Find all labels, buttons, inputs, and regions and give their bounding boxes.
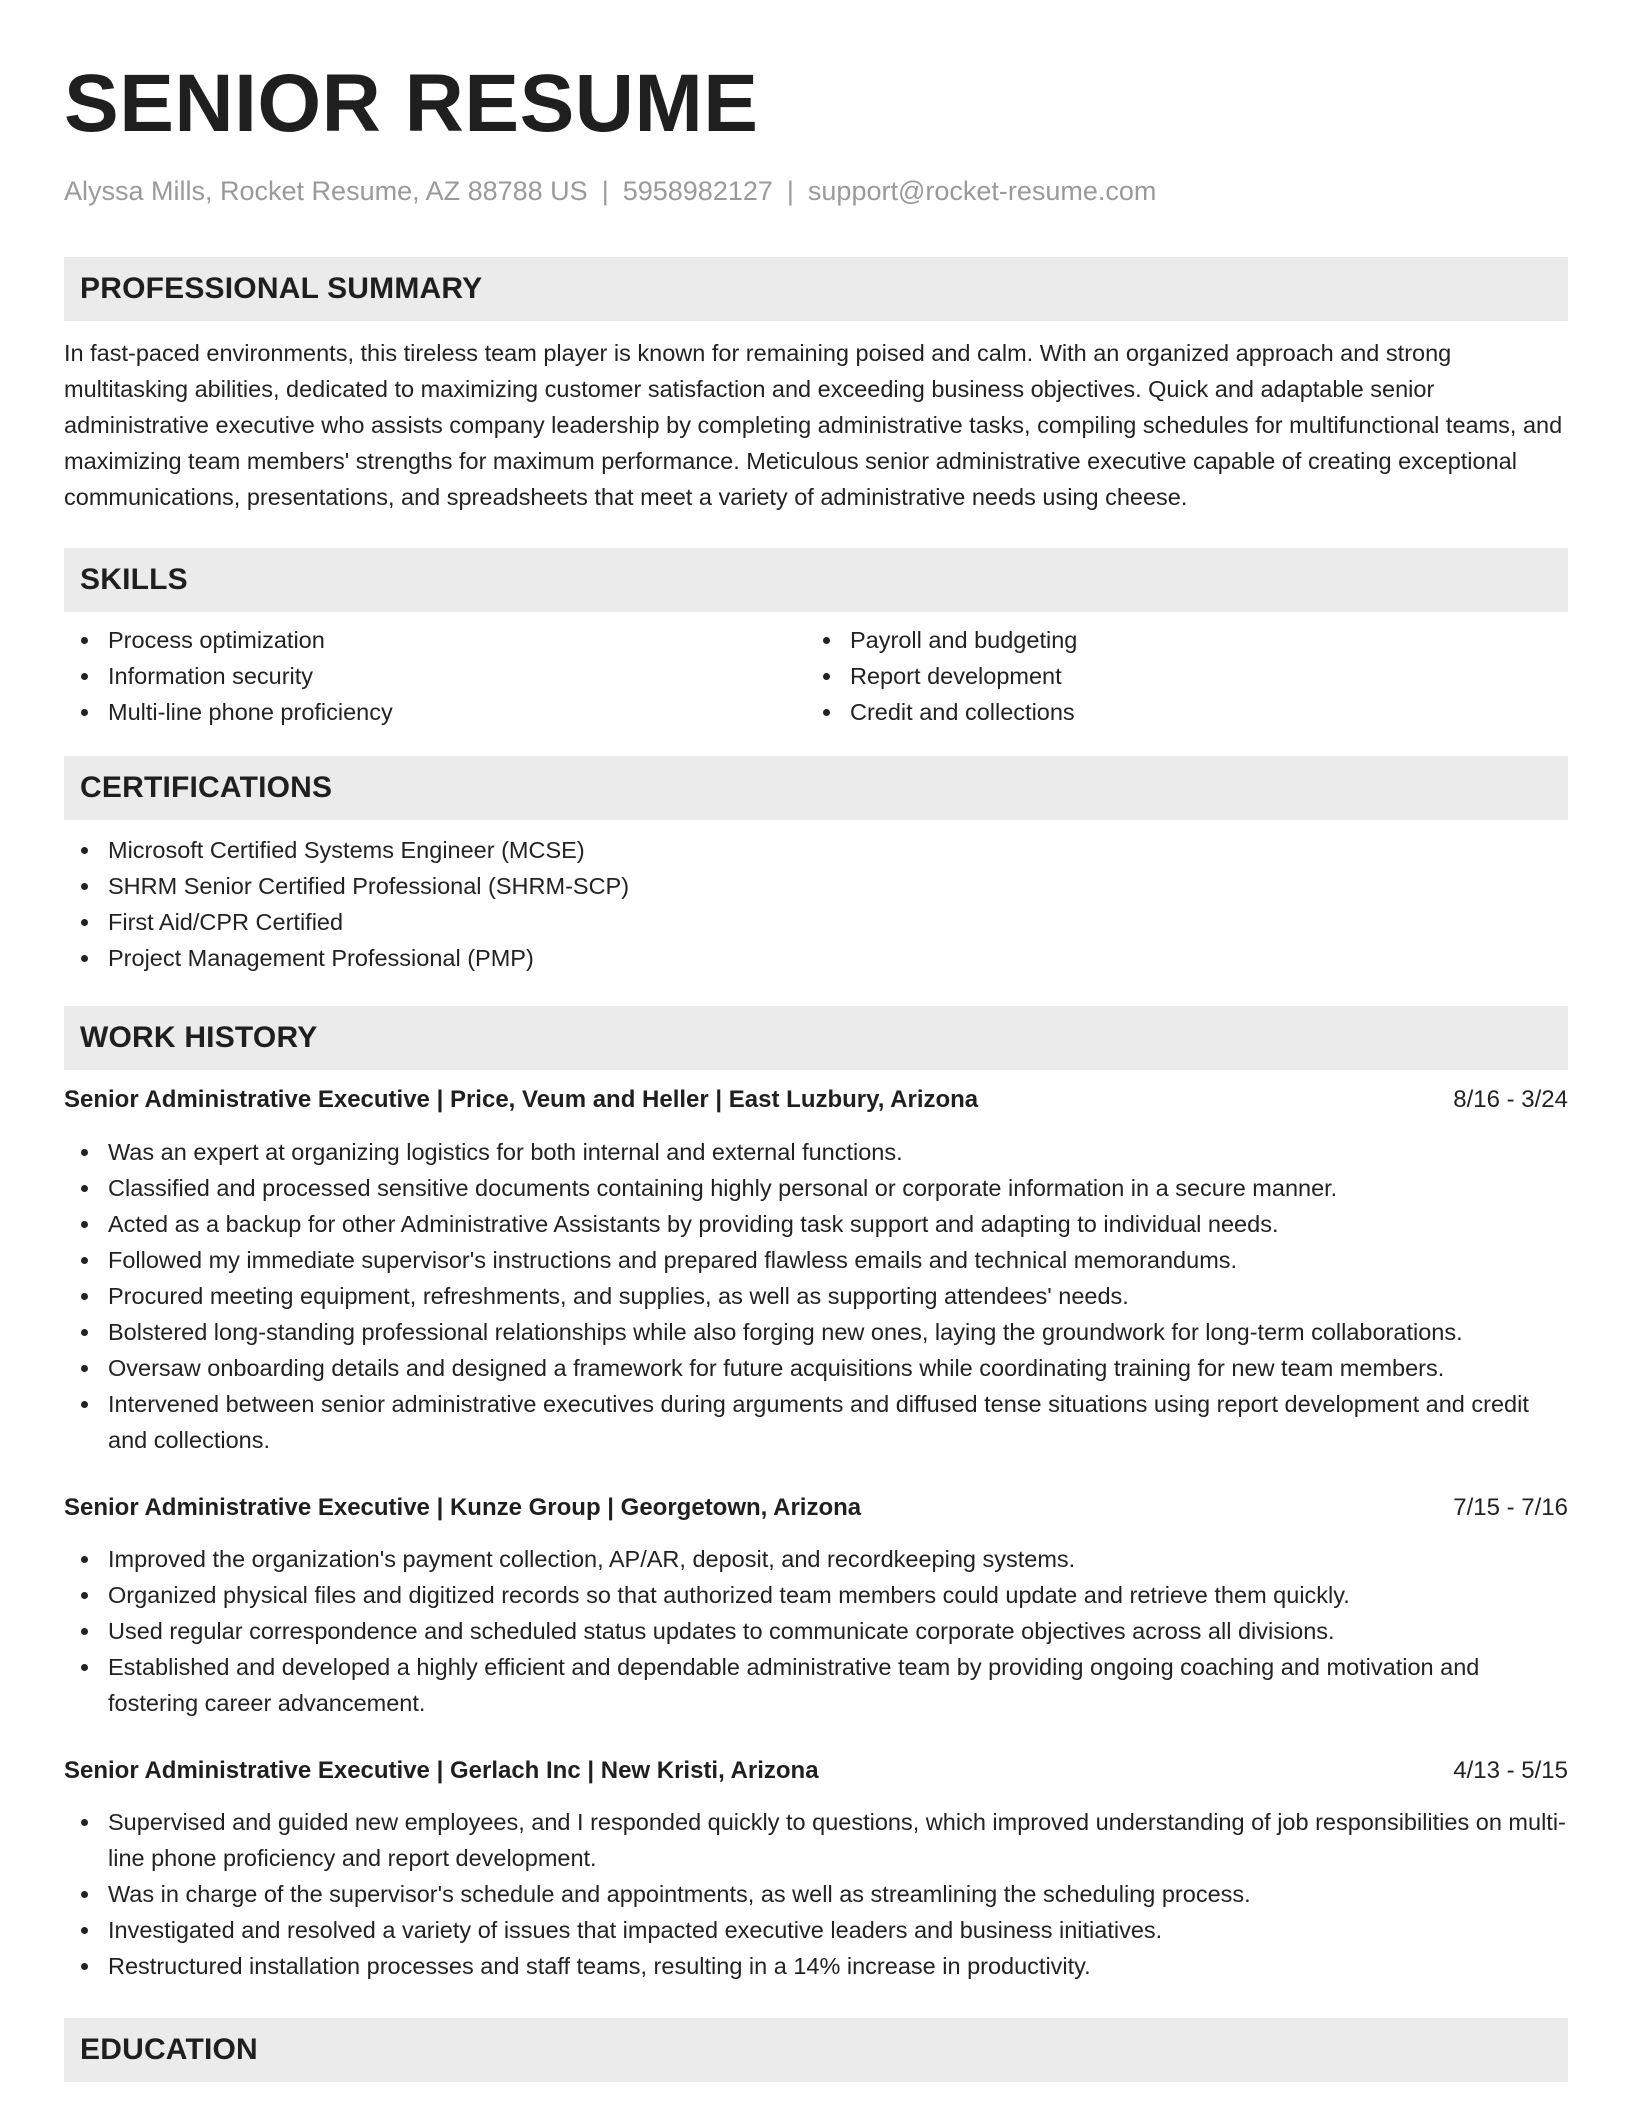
certification-item: Microsoft Certified Systems Engineer (MCSE): [64, 832, 1568, 868]
resume-title: SENIOR RESUME: [64, 58, 759, 149]
job-title: Senior Administrative Executive | Kunze Group | Georgetown, Arizona: [64, 1494, 862, 1521]
job-title: Senior Administrative Executive | Gerlach Inc | New Kristi, Arizona: [64, 1757, 819, 1784]
job-bullet: Acted as a backup for other Administrative Assistants by providing task support and adapting to individual needs.: [64, 1206, 1568, 1242]
summary-text: In fast-paced environments, this tireless team player is known for remaining poised and calm. With an organized approach and strong multitasking abilities, dedicated to maximizing customer satisfaction and exceeding business objectives. Quick and adaptable senior administrative executive who assists company leadership by completing administrative tasks, compiling schedules for multifunctional teams, and maximizing team members' strengths for maximum performance. Meticulous senior administrative executive capable of creating exceptional communications, presentations, and spreadsheets that meet a variety of administrative needs using cheese.: [64, 340, 1563, 510]
section-header-education: EDUCATION: [64, 2018, 1568, 2082]
skill-item: Report development: [806, 658, 1548, 694]
job-bullet: Organized physical files and digitized records so that authorized team members could update and retrieve them quickly.: [64, 1577, 1568, 1613]
job-dates: 4/13 - 5/15: [1453, 1757, 1568, 1784]
job-header: [64, 1490, 1568, 1526]
skill-item: Information security: [64, 658, 806, 694]
certification-item: First Aid/CPR Certified: [64, 904, 1568, 940]
skill-item: Credit and collections: [806, 694, 1548, 730]
job-entry: [64, 1082, 1568, 1458]
job-bullet: Procured meeting equipment, refreshments, and supplies, as well as supporting attendees' needs.: [64, 1278, 1568, 1314]
skill-item: Process optimization: [64, 622, 806, 658]
job-bullet: Restructured installation processes and staff teams, resulting in a 14% increase in productivity.: [64, 1948, 1568, 1984]
section-header-summary: PROFESSIONAL SUMMARY: [64, 257, 1568, 321]
job-bullets: [64, 1804, 1568, 1984]
certifications-list: [64, 832, 1568, 976]
contact-email: support@rocket-resume.com: [807, 176, 1157, 206]
section-header-certifications: CERTIFICATIONS: [64, 756, 1568, 820]
job-bullet: Was in charge of the supervisor's schedule and appointments, as well as streamlining the scheduling process.: [64, 1876, 1568, 1912]
skill-item: Multi-line phone proficiency: [64, 694, 806, 730]
job-bullet: Investigated and resolved a variety of issues that impacted executive leaders and business initiatives.: [64, 1912, 1568, 1948]
skills-column-right: [806, 622, 1548, 730]
job-bullet: Established and developed a highly efficient and dependable administrative team by providing ongoing coaching and motivation and fostering career advancement.: [64, 1649, 1568, 1721]
job-header: [64, 1753, 1568, 1789]
job-bullet: Was an expert at organizing logistics for both internal and external functions.: [64, 1134, 1568, 1170]
certification-item: Project Management Professional (PMP): [64, 940, 1568, 976]
contact-separator: |: [786, 176, 794, 206]
job-bullets: [64, 1134, 1568, 1458]
job-bullet: Supervised and guided new employees, and I responded quickly to questions, which improved understanding of job responsibilities on multi-line phone proficiency and report development.: [64, 1804, 1568, 1876]
job-bullet: Improved the organization's payment collection, AP/AR, deposit, and recordkeeping systems.: [64, 1541, 1568, 1577]
job-entry: [64, 1753, 1568, 1984]
contact-address: Alyssa Mills, Rocket Resume, AZ 88788 US: [64, 176, 588, 206]
job-entry: [64, 1490, 1568, 1721]
job-header: [64, 1082, 1568, 1118]
job-dates: 7/15 - 7/16: [1453, 1494, 1568, 1521]
job-title: Senior Administrative Executive | Price, Veum and Heller | East Luzbury, Arizona: [64, 1086, 979, 1113]
job-bullets: [64, 1541, 1568, 1721]
skills-column-left: [64, 622, 806, 730]
job-bullet: Intervened between senior administrative executives during arguments and diffused tense situations using report development and credit and collections.: [64, 1386, 1568, 1458]
job-bullet: Bolstered long-standing professional relationships while also forging new ones, laying the groundwork for long-term collaborations.: [64, 1314, 1568, 1350]
job-bullet: Oversaw onboarding details and designed a framework for future acquisitions while coordinating training for new team members.: [64, 1350, 1568, 1386]
skills-list: [64, 622, 1568, 730]
contact-separator: |: [601, 176, 609, 206]
job-dates: 8/16 - 3/24: [1453, 1086, 1568, 1113]
contact-line: [64, 174, 1568, 208]
section-header-work-history: WORK HISTORY: [64, 1006, 1568, 1070]
job-bullet: Classified and processed sensitive documents containing highly personal or corporate information in a secure manner.: [64, 1170, 1568, 1206]
job-bullet: Used regular correspondence and scheduled status updates to communicate corporate objectives across all divisions.: [64, 1613, 1568, 1649]
skill-item: Payroll and budgeting: [806, 622, 1548, 658]
section-header-skills: SKILLS: [64, 548, 1568, 612]
contact-phone: 5958982127: [622, 176, 773, 206]
certification-item: SHRM Senior Certified Professional (SHRM-SCP): [64, 868, 1568, 904]
job-bullet: Followed my immediate supervisor's instructions and prepared flawless emails and technical memorandums.: [64, 1242, 1568, 1278]
